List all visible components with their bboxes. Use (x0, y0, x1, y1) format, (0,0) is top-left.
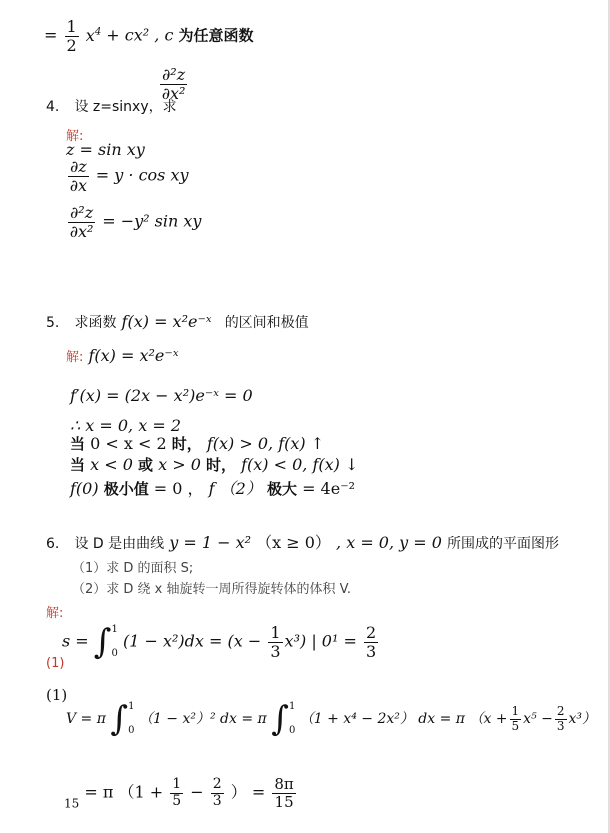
q3-result-line: = $\frac{1}{2}$ $x^4 + cx^2$ , c 为任意函数 (44, 17, 254, 55)
q6-sub2: （2）求 D 绕 x 轴旋转一周所得旋转体的体积 V. (72, 582, 351, 597)
q4-step2: $\frac{\partial z}{\partial x}$ = y · cos xy (69, 157, 189, 195)
q5-function: f(x) = x²e⁻ˣ (121, 312, 212, 331)
q4-prompt: 设 z=sinxy，求 (74, 99, 177, 115)
q5-line4: 当 0 < x < 2 时， f(x) > 0, f(x) ↑ (70, 434, 325, 453)
q5-line1: 解: f(x) = x²e⁻ˣ (66, 346, 179, 365)
q5-line2: f′(x) = (2x − x²)e⁻ˣ = 0 (70, 386, 253, 405)
q6-question: 6. 设 D 是由曲线 y = 1 − x² （x ≥ 0） , x = 0, y = 0 所围成的平面图形 (46, 533, 560, 552)
q6-final-label: 15 (64, 796, 80, 811)
q6-number: 6. (46, 536, 60, 552)
q6-sub1: （1）求 D 的面积 S; (72, 561, 194, 576)
q4-answer-label: 解: (66, 129, 84, 144)
fraction-one-half: $\frac{1}{2}$ (66, 17, 77, 55)
q6-answer-label: 解: (46, 606, 64, 621)
q6-label-1: (1) (46, 686, 68, 704)
q4-step1: z = sin xy (66, 140, 145, 159)
q5-line6: f(0) 极小值 = 0 ， f （2） 极大 = 4e⁻² (70, 479, 356, 498)
q4-number: 4. (46, 99, 60, 115)
q4-target-fraction: $\frac{\text{∂²z}}{\text{∂x²}}$ (161, 65, 186, 103)
q6-volume-result: $_{15}$ = π （1 + $\frac{1}{5}$ − $\frac{2}{3}$ ） = $\frac{8\pi}{15}$ (64, 775, 294, 811)
q5-number: 5. (46, 315, 60, 331)
q4-step3: $\frac{\text{∂²z}}{\text{∂x²}}$ = −y² sin xy (69, 203, 202, 241)
q5-line5: 当 x < 0 或 x > 0 时， f(x) < 0, f(x) ↓ (70, 455, 359, 474)
q5-line3: ∴ x = 0, x = 2 (70, 416, 181, 435)
q6-volume-integral: V = π ∫ 1 0 （1 − x²）² dx = π ∫ 1 0 （1 + x⁴ − 2x²） dx = π （x + $\frac{1}{5}$ x⁵ − $\frac{2}{3}$ x³） (66, 699, 597, 739)
q6-label-1-red: (1) (46, 656, 65, 671)
q3-note: 为任意函数 (178, 26, 254, 45)
q3-expression: + cx² , (106, 25, 160, 45)
q5-question: 5. 求函数 f(x) = x²e⁻ˣ 的区间和极值 (46, 312, 309, 331)
q6-area-integral: s = ∫ 1 0 (1 − x²)dx = (x − $\frac{1}{3}$ x³) | 0¹ = $\frac{2}{3}$ (62, 622, 377, 663)
